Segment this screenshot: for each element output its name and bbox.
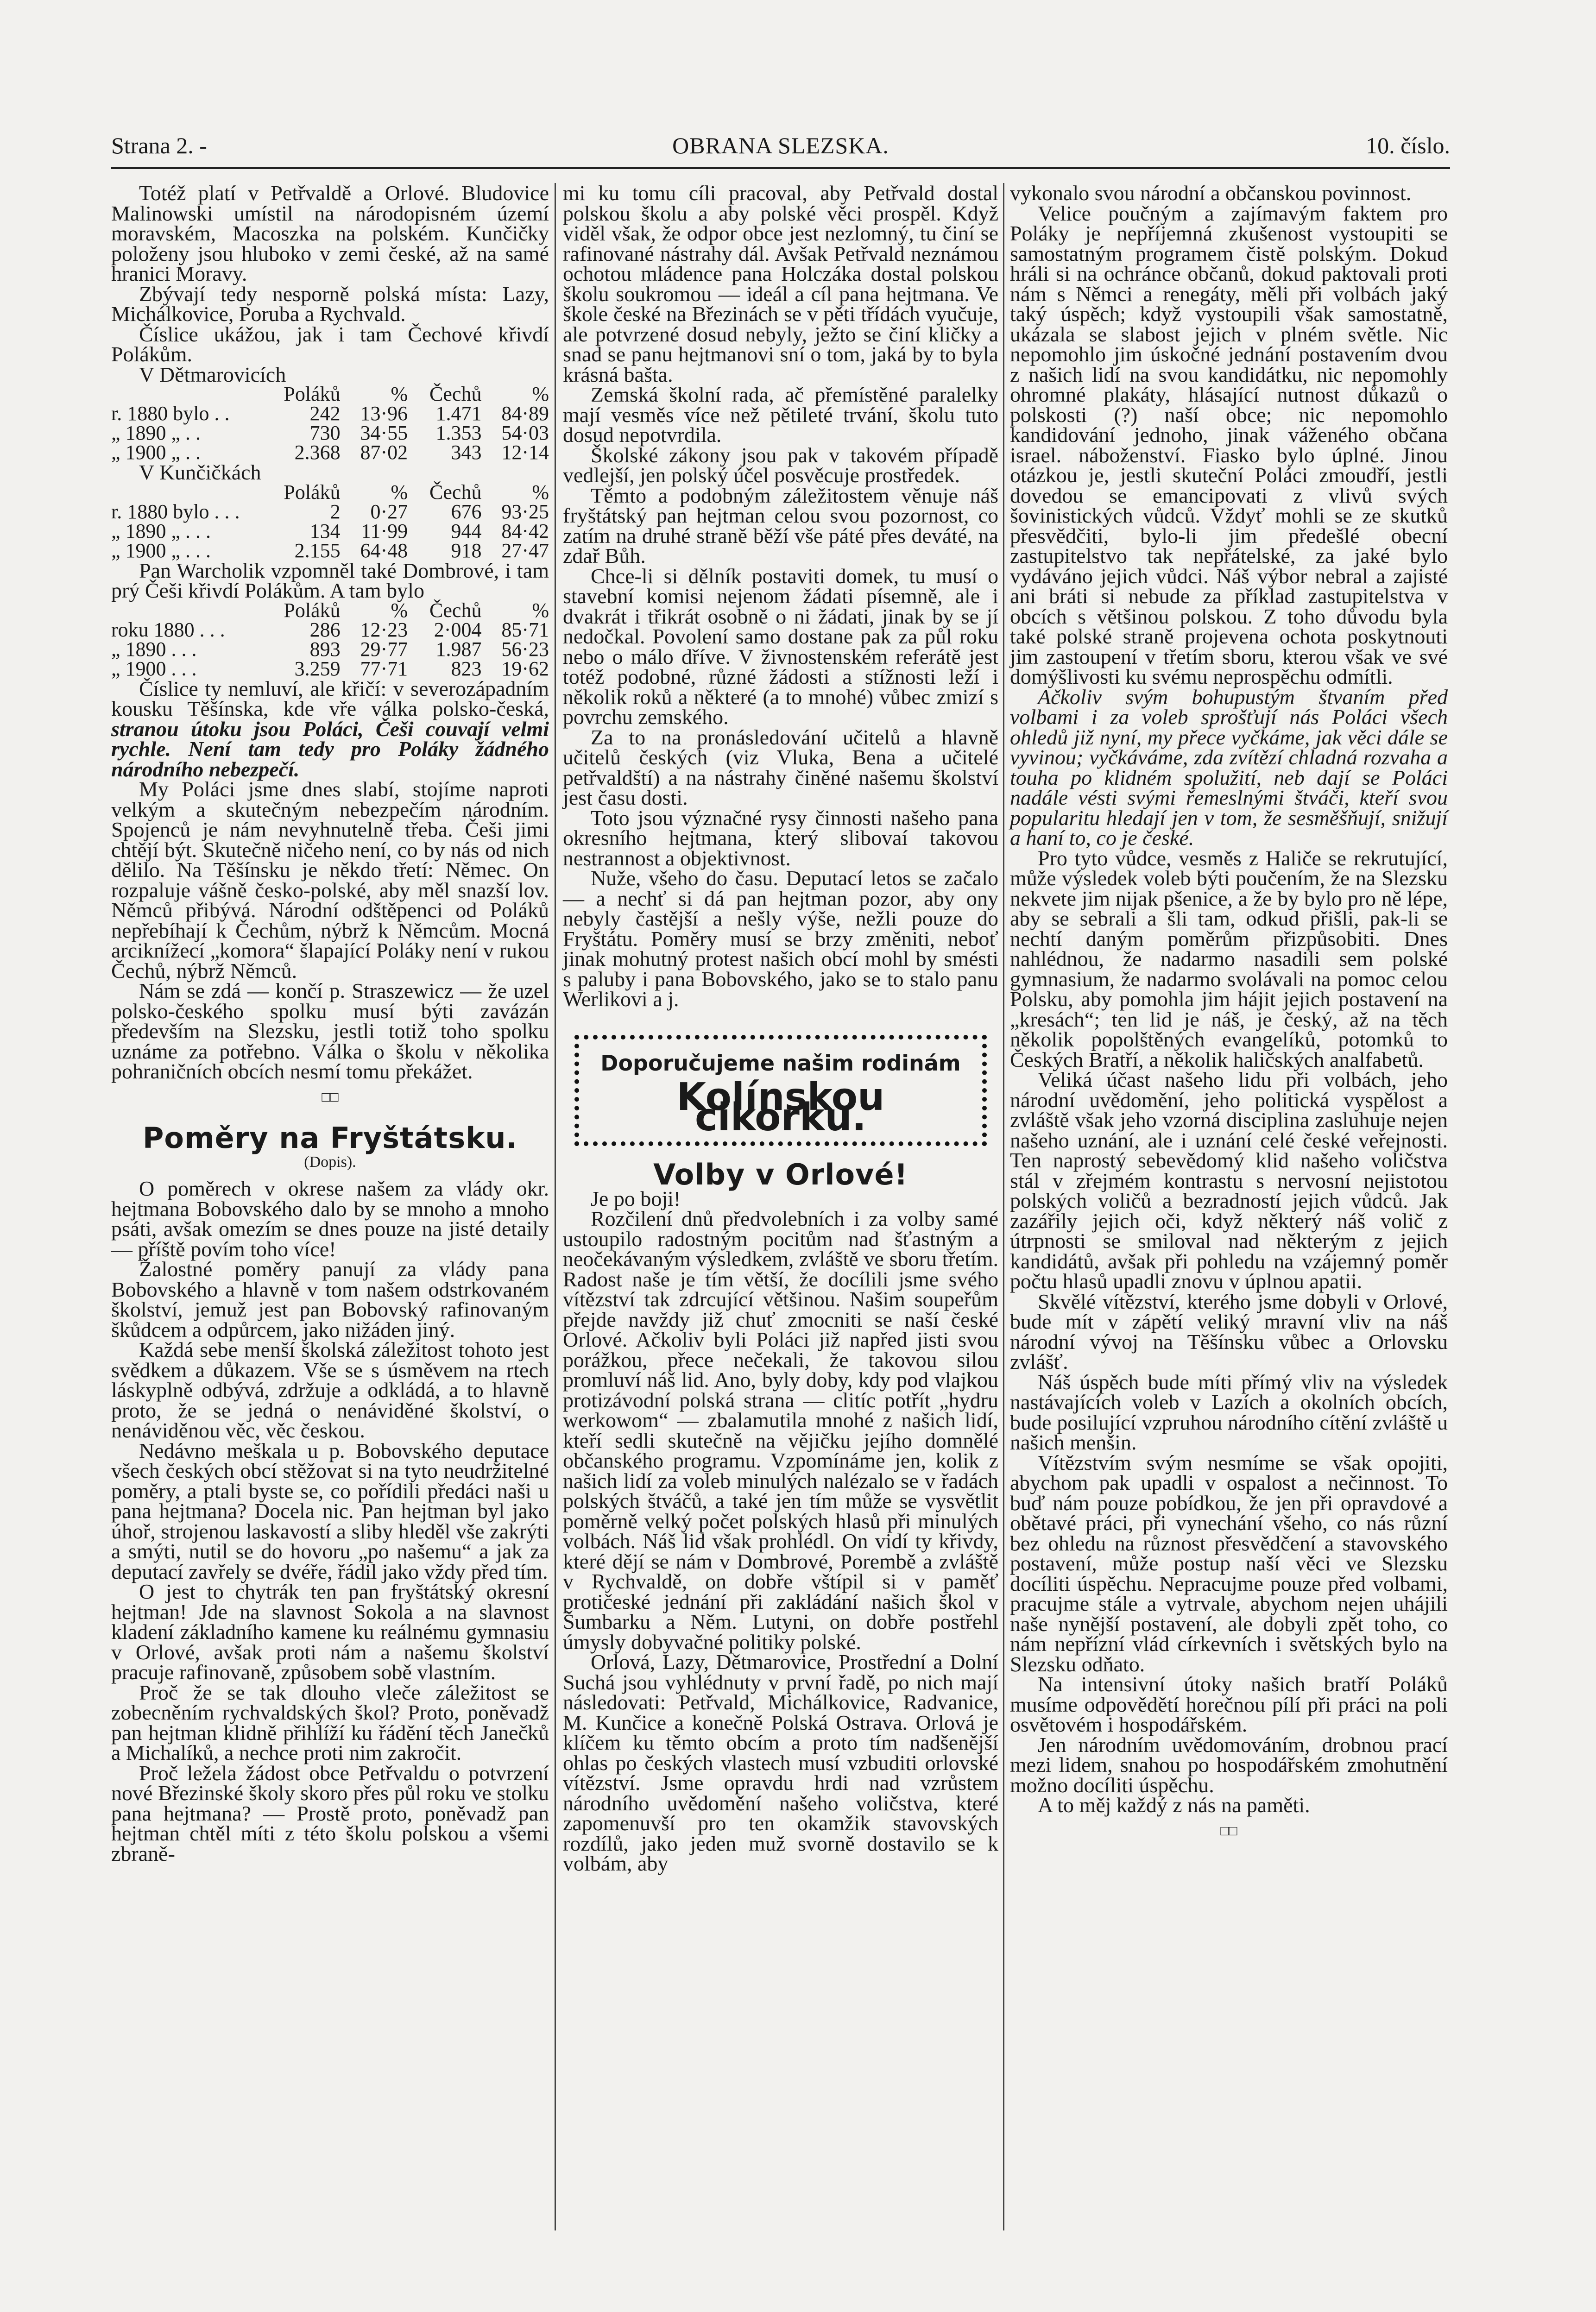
stats-table-kuncicky <box>111 480 549 562</box>
table-header-cell: Čechů <box>429 480 482 504</box>
paragraph: A to měj každý z nás na paměti. <box>1038 1793 1310 1817</box>
column-divider-2 <box>1003 183 1004 2230</box>
table-cell: 12·14 <box>501 441 549 464</box>
table-cell: 918 <box>451 539 482 562</box>
table-cell: 2.155 <box>294 539 341 562</box>
table-cell: 64·48 <box>360 539 408 562</box>
article-headline: Volby v Orlové! <box>653 1158 908 1191</box>
table-cell: 676 <box>451 500 482 523</box>
table-cell: 19·62 <box>501 657 549 680</box>
table-cell: 13·96 <box>360 402 408 425</box>
paragraph <box>111 676 549 781</box>
column-3 <box>1010 183 1448 1846</box>
table-header-cell: Poláků <box>284 383 341 405</box>
paragraph: Číslice ukážou, jak i tam Čechové křivdí Polákům. <box>111 322 549 366</box>
paragraph: Skvělé vítězství, kterého jsme dobyli v Orlové, bude mít v zápětí veliký mravní vliv na náš národní vývoj na Těšínsku vůbec a Orlovsku zvlášť. <box>1010 1289 1448 1373</box>
table-cell: 823 <box>451 657 482 680</box>
table-header-cell: % <box>391 598 408 622</box>
article-subtitle: (Dopis). <box>304 1153 356 1171</box>
ad-line-1: Doporučujeme našim rodinám <box>600 1050 961 1076</box>
paragraph: Rozčilení dnů předvolebních i za volby samé ustoupilo radostným pocitům nad šťastným a neočekávaným výsledkem, zvláště ve sboru třetím. Radost naše je tím větší, že docílili jsme svého vítězství tak zdrcující většinou. Našim soupeřům přejde navždy již chuť zmocniti se naší české Orlové. Ačkoliv byli Poláci již napřed jisti svou porážkou, přece nečekali, že takovou silou promluví náš lid. Ano, byly doby, kdy pod vlajkou protizávodní polská strana — clitíc potřít „hydru werkowom“ — zbalamutila mnohé z našich lidí, kteří sedli skutečně na vějičku jejího domnělé občanského programu. Vzpomínáme jen, kolik z našich lidí za voleb minulých nalézalo se v řadách polských štváčů, a také jen tím může se vysvětlit poměrně velký počet polských hlasů při minulých volbách. Náš lid však prohlédl. On vidí ty křivdy, které dějí se nám v Dombrové, Porembě a zvláště v Rychvaldě, on dobře vštípil si v paměť protičeské jednání při zakládání našich škol v Šumbarku a Něm. Lutyni, on dobře postřehl úmysly dobyvačné politiky polské. <box>563 1207 998 1654</box>
paragraph: Náš úspěch bude míti přímý vliv na výsledek nastávajících voleb v Lazích a okolních obcích, bude posilující vzpruhou národního cítění zvláště u našich menšin. <box>1010 1370 1448 1454</box>
table-header-cell: % <box>532 480 549 504</box>
page-number: Strana 2. - <box>111 132 207 158</box>
paragraph: Pro tyto vůdce, vesměs z Haliče se rekrutující, může výsledek voleb býti poučením, že na Slezsku nekvete jim nijak pšenice, a že by bylo pro ně lépe, aby se sebrali a šli tam, odkud přišli, pak-li se nechtí daným poměrům přizpůsobiti. Dnes nahlédnou, že nadarmo nasadili sem polské gymnasium, že nadarmo svolávali na pomoc celou Polsku, aby pomohla jim hájit jejich postavení na „kresách“; ten lid je náš, je český, až na těch několik popolštěných evangelíků, potomků to Českých Bratří, a několik haličských analfabetů. <box>1010 846 1448 1071</box>
table-cell: 3.259 <box>294 657 341 680</box>
table-row <box>111 541 549 561</box>
table-row <box>111 522 549 541</box>
table-title: V Kunčičkách <box>139 460 261 484</box>
paragraph: Na intensivní útoky našich bratří Poláků musíme odpovědětí horečnou pílí při práci na poli osvětovém i hospodářském. <box>1010 1672 1448 1736</box>
paragraph: Školské zákony jsou pak v takovém případě vedlejší, jen polský účel posvěcuje prostředek. <box>563 443 998 487</box>
paragraph: Totéž platí v Petřvaldě a Orlové. Bludovice Malinowski umístil na národopisném území moravském, Macoszka na polském. Kunčičky položeny jsou hluboko v zemi české, až na samé hranici Moravy. <box>111 181 549 285</box>
paragraph-italic: Ačkoliv svým bohupustým štvaním před volbami i za voleb sprošťují nás Poláci všech ohledů již nyní, my přece vyčkáme, jak věci dále se vyvinou; vyčkáváme, zda zvítězí chladná rozvaha a touha po klidném spolužití, neb dají se Poláci nadále vésti svými řemeslnými štváči, kteří svou popularitu hledají jen v tom, že sesměšňují, snižují a haní to, co je české. <box>1010 685 1448 850</box>
table-cell: 242 <box>309 402 341 425</box>
table-cell: 56·23 <box>501 637 549 661</box>
table-cell: roku 1880 . . . <box>111 618 225 641</box>
table-cell: 11·99 <box>361 519 408 542</box>
table-cell: 1.987 <box>435 637 482 661</box>
table-cell: r. 1880 bylo . . <box>111 402 230 425</box>
paragraph: Veliká účast našeho lidu při volbách, jeho národní uvědomění, jeho politická vyspělost a zvláště však jeho vzorná disciplina zasluhuje nejen našeho uznání, ale i uznání celé české veřejnosti. Ten naprostý sebevědomý klid našeho voličstva stál v zřejmém kontrastu s nervosní nejistotou polských voličů a bezradností jejich vůdců. Jak zazářily jejich oči, když některý náš volič z útrpnosti se smiloval nad některým z jejich kandidátů, avšak při pohledu na vzájemný poměr počtu hlasů upadli znovu v úplnou apatii. <box>1010 1068 1448 1293</box>
paragraph: Každá sebe menší školská záležitost tohoto jest svědkem a důkazem. Vše se s úsměvem na rtech láskyplně odbývá, zdržuje a odkládá, a to hlavně proto, že se jedná o nenáviděné školství, o nenáviděnou věc, věc českou. <box>111 1338 549 1442</box>
section-separator: □□ <box>1220 1823 1237 1839</box>
paragraph: Je po boji! <box>591 1186 681 1210</box>
paragraph: Proč ležela žádost obce Petřvaldu o potvrzení nové Březinské školy skoro přes půl roku ve stolku pana hejtmana? — Prostě proto, poněvadž pan hejtman chtěl míti z této školu polskou a všemi zbraně- <box>111 1761 549 1865</box>
table-row <box>111 502 549 522</box>
table-cell: 77·71 <box>360 657 408 680</box>
table-header-row <box>111 384 549 404</box>
table-cell: „ 1900 „ . . . <box>111 539 211 562</box>
paragraph: mi ku tomu cíli pracoval, aby Petřvald dostal polskou školu a aby polské věci prospěl. Když viděl však, že odpor obce jest nezlomný, tu činí se rafinované nástrahy dál. Avšak Petřvald neznámou ochotou mládence pana Holczáka dostal polskou školu soukromou — ideál a cíl pana hejtmana. Ve škole české na Březinách se v pěti třídách vyučuje, ale potvrzené dosud nebyly, ježto se činí kličky a snad se panu hejtmanovi sní o tom, jaká by to byla krásná bašta. <box>563 181 998 386</box>
table-cell: 84·42 <box>501 519 549 542</box>
table-row <box>111 659 549 679</box>
paragraph: Zemská školní rada, ač přemístěné paralelky mají vesměs více než pětileté trvání, školu tuto dosud nepotvrdila. <box>563 383 998 447</box>
ad-line-2: Kolínskou cikorku. <box>676 1075 885 1140</box>
paragraph: Žalostné poměry panují za vlády pana Bobovského a hlavně v tom našem odstrkovaném školství, jemuž jest pan Bobovský rafinovaným škůdcem a odpůrcem, jako nižáden jiný. <box>111 1257 549 1342</box>
table-cell: 27·47 <box>501 539 549 562</box>
paragraph: vykonalo svou národní a občanskou povinnost. <box>1010 181 1412 205</box>
table-header-cell: Čechů <box>429 383 482 405</box>
table-cell: 2·004 <box>434 618 482 641</box>
table-header-row <box>111 601 549 620</box>
paragraph: Orlová, Lazy, Dětmarovice, Prostřední a Dolní Suchá jsou vyhlédnuty v první řadě, po nich mají následovati: Petřvald, Michálkovice, Radvanice, M. Kunčice a konečně Polská Ostrava. Orlová je klíčem ku těmto obcím a proto tím nadšenější ohlas po českých vlastech musí vzbuditi orlovské vítězství. Jsme opravdu hrdi nad vzrůstem národního uvědomění našeho voličstva, které zapomenuvší pro ten okamžik stavovských rozdílů, jako jeden muž svorně dostavilo se k volbám, aby <box>563 1650 998 1875</box>
table-row <box>111 443 549 462</box>
stats-table-dombrova <box>111 598 549 680</box>
paragraph: Toto jsou význačné rysy činnosti našeho pana okresního hejtmana, který slibovaí takovou nestrannost a objektivnost. <box>563 806 998 870</box>
table-cell: 85·71 <box>501 618 549 641</box>
paragraph-text: Číslice ty nemluví, ale křičí: v severozápadním kousku Těšínska, kde vře válka polsko-česká, <box>111 676 549 720</box>
paragraph: Nám se zdá — končí p. Straszewicz — že uzel polsko-českého spolku musí býti zavázán především na Slezsku, jestli totiž toho spolku uznáme za potřebno. Válka o školu v několika pohraničních obcích nesmí tomu překážet. <box>111 979 549 1083</box>
table-cell: 2.368 <box>294 441 341 464</box>
table-cell: 286 <box>309 618 341 641</box>
paragraph: O poměrech v okrese našem za vlády okr. hejtmana Bobovského dalo by se mnoho a mnoho psáti, avšak omezím se dnes pouze na jisté detaily — příště povím toho více! <box>111 1177 549 1261</box>
table-cell: 2 <box>330 500 341 523</box>
table-cell: 34·55 <box>360 422 408 444</box>
table-row <box>111 620 549 640</box>
table-header-cell: % <box>532 598 549 622</box>
column-divider-1 <box>555 183 556 2230</box>
table-cell: 84·89 <box>501 402 549 425</box>
table-cell: 1.353 <box>435 422 482 444</box>
stats-table-detmarovice <box>111 384 549 462</box>
paragraph: Nuže, všeho do času. Deputací letos se začalo — a nechť si dá pan hejtman pozor, aby ony nebyly častější a nešly výše, nežli pouze do Fryštátu. Poměry musí se brzy změniti, neboť jinak mohutný protest našich obcí mohl by smésti s paluby i pana Bobovského, jako se to stalo panu Werlikovi a j. <box>563 866 998 1011</box>
paragraph: Velice poučným a zajímavým faktem pro Poláky je nepříjemná zkušenost vystoupiti se samostatným programem čistě polským. Dokud hráli si na ochránce občanů, dokud paktovali proti nám s Němci a renegáty, měli při volbách jaký taký úspěch; když vystoupili však samostatně, ukázala se slabost jejich v plném světle. Nic nepomohlo jim úskočné jednání postavením dvou z našich lidí na svou kandidátku, nic nepomohly ohromné plakáty, hlásající nutnost důkazů o polskosti (?) naší obce; nic nepomohlo kandidování jednoho, jinak váženého občana israel. náboženství. Fiasko bylo úplné. Jinou otázkou je, jestli skuteční Poláci zmoudří, jestli dovedou se emancipovati z vlivů svých šovinistických vůdců. Vždyť mohli se ze skutků přesvědčiti, bylo-li jim předešlé obecní zastupitelstvo tak nepřátelské, za jaké bylo vydáváno jejich vůdci. Náš výbor nebral a zajisté ani bráti si nebude za příklad zastupitelstva v obcích s většinou polskou. Z toho důvodu byla také polské straně projevena ochota poskytnouti jim zastoupení v třetím sboru, kterou však ve své domýšlivosti ku svému neprospěchu odmítli. <box>1010 201 1448 688</box>
table-cell: 134 <box>309 519 341 542</box>
table-cell: 343 <box>451 441 482 464</box>
table-cell: „ 1900 „ . . <box>111 441 201 464</box>
issue-number: 10. číslo. <box>1366 132 1450 158</box>
table-cell: 87·02 <box>360 441 408 464</box>
table-cell: „ 1890 „ . . <box>111 422 201 444</box>
newspaper-title: OBRANA SLEZSKA. <box>672 132 889 158</box>
paragraph: Jen národním uvědomováním, drobnou prací mezi lidem, snahou po hospodářském zmohutnění možno docíliti úspěchu. <box>1010 1732 1448 1797</box>
table-cell: 12·23 <box>360 618 408 641</box>
paragraph: Nedávno meškala u p. Bobovského deputace všech českých obcí stěžovat si na tyto neudržitelné poměry, a ptali byste se, co pořídili předáci naši u pana hejtmana? Docela nic. Pan hejtman byl jako úhoř, strojenou laskavostí a sliby hleděl vše zakrýti a smýti, nutil se do hovoru „po našemu“ a jak za deputací zavřely se dvéře, řádil jako vždy před tím. <box>111 1438 549 1583</box>
table-header-cell: % <box>532 383 549 405</box>
table-cell: 944 <box>451 519 482 542</box>
table-cell: „ 1890 „ . . . <box>111 519 211 542</box>
table-header-row <box>111 483 549 502</box>
table-row <box>111 640 549 659</box>
table-header-cell: Čechů <box>429 598 482 622</box>
table-cell: 0·27 <box>370 500 408 523</box>
table-header-cell: Poláků <box>284 598 341 622</box>
table-cell: 29·77 <box>360 637 408 661</box>
table-cell: r. 1880 bylo . . . <box>111 500 240 523</box>
column-2 <box>563 183 998 1874</box>
paragraph: Za to na pronásledování učitelů a hlavně učitelů českých (viz Vluka, Bena a učitelé petřvaldští) a na nástrahy činěné našemu školství jest času dosti. <box>563 725 998 809</box>
table-row <box>111 423 549 443</box>
emphasis-text: stranou útoku jsou Poláci, Češi couvají velmi rychle. Není tam tedy pro Poláky žádného národního nebezpečí. <box>111 717 549 781</box>
section-separator: □□ <box>322 1089 339 1105</box>
page-header <box>111 132 1450 169</box>
table-title: V Dětmarovicích <box>139 362 286 386</box>
paragraph: Pan Warcholik vzpomněl také Dombrové, i tam prý Češi křivdí Polákům. A tam bylo <box>111 558 549 602</box>
header-rule <box>111 167 1450 169</box>
advertisement-box <box>574 1035 987 1147</box>
paragraph: O jest to chytrák ten pan fryštátský okresní hejtman! Jde na slavnost Sokola a na slavnost kladení základního kamene ku reálnému gymnasiu v Orlové, avšak proti nám a našemu školství pracuje rafinovaně, způsobem sobě vlastním. <box>111 1580 549 1684</box>
paragraph: My Poláci jsme dnes slabí, stojíme naproti velkým a skutečným nebezpečím národním. Spojenců je nám nevyhnutelně třeba. Češi jimi chtějí být. Skutečně ničeho není, co by nás od nich dělilo. Na Těšínsku je někdo třetí: Němec. On rozpaluje vášně česko-polské, aby měl snazší lov. Němců přibývá. Národní odštěpenci od Poláků nepřebíhají k Čechům, nýbrž k Němcům. Mocná arciknížecí „komora“ šlapající Poláky není v rukou Čechů, nýbrž Němců. <box>111 777 549 983</box>
paragraph: Proč že se tak dlouho vleče záležitost se zobecněním rychvaldských škol? Proto, poněvadž pan hejtman klidně přihlíží ku řádění těch Janečků a Michalíků, a nechce proti nim zakročit. <box>111 1680 549 1764</box>
column-1 <box>111 183 549 1864</box>
table-cell: 54·03 <box>501 422 549 444</box>
paragraph: Zbývají tedy nesporně polská místa: Lazy, Michálkovice, Poruba a Rychvald. <box>111 282 549 326</box>
table-header-cell: % <box>391 383 408 405</box>
table-header-cell: % <box>391 480 408 504</box>
table-cell: 1.471 <box>435 402 482 425</box>
table-cell: „ 1900 . . . <box>111 657 197 680</box>
paragraph: Těmto a podobným záležitostem věnuje náš fryštátský pan hejtman celou svou pozornost, co zatím na druhé straně běží vše páté přes deváté, na zdař Bůh. <box>563 483 998 567</box>
table-cell: 893 <box>309 637 341 661</box>
paragraph: Chce-li si dělník postaviti domek, tu musí o stavební komisi nejenom žádati písemně, ale i dvakrát i třikrát osobně o ni žádati, jinak by se jí nedočkal. Povolení samo dostane pak za půl roku nebo o málo dříve. V živnostenském referátě jest totéž podobné, různé žádosti a stížnosti leží i několik roků a některé (a to mnohé) vůbec zmizí s povrchu zemského. <box>563 564 998 729</box>
table-header-cell: Poláků <box>284 480 341 504</box>
article-headline: Poměry na Fryštátsku. <box>142 1121 518 1155</box>
paragraph: Vítězstvím svým nesmíme se však opojiti, abychom pak upadli v ospalost a nečinnost. To buď nám pouze pobídkou, že jen při opravdové a obětavé práci, při vynechání všeho, co nás různí bez ohledu na různost přesvědčení a stavovského postavení, může postup naší věci ve Slezsku docíliti úspěchu. Nepracujme pouze před volbami, pracujme stále a vytrvale, abychom nejen uhájili naše nynější postavení, ale dobyli zpět toho, co nám nepřízní vlád církevních i světských bylo na Slezsku odňato. <box>1010 1450 1448 1676</box>
table-cell: 93·25 <box>501 500 549 523</box>
table-cell: 730 <box>309 422 341 444</box>
table-cell: „ 1890 . . . <box>111 637 197 661</box>
table-row <box>111 404 549 423</box>
